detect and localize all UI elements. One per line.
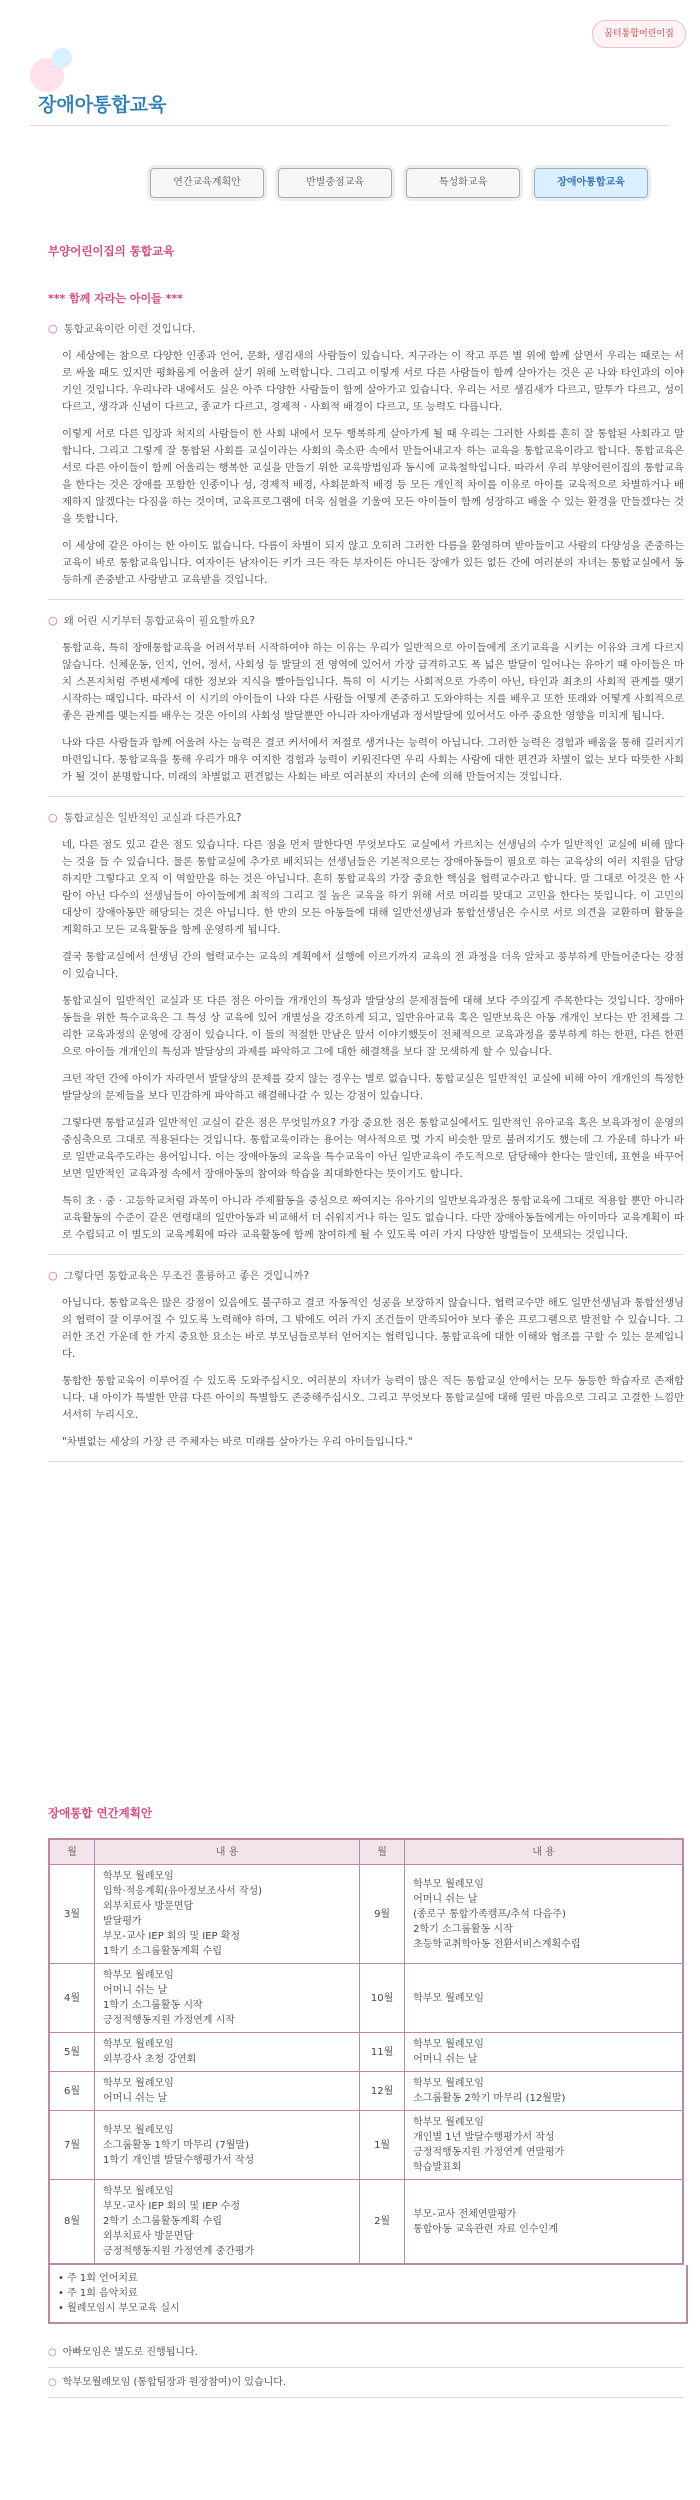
plan-item: 학부모 월례모임 xyxy=(413,2078,484,2089)
divider xyxy=(48,1461,684,1462)
circle-bullet-icon: ○ xyxy=(48,322,58,335)
plan-content-cell xyxy=(405,2033,683,2072)
plan-item: 2학기 소그룹활동 시작 xyxy=(413,1923,513,1935)
plan-item: 1학기 개인별 발달수행평가서 작성 xyxy=(103,2154,255,2166)
faq-question xyxy=(48,809,684,827)
table-row xyxy=(49,2072,683,2111)
month-cell: 2월 xyxy=(360,2180,405,2265)
balloon-decoration xyxy=(52,48,72,68)
plan-item: 학부모 월례모임 xyxy=(103,2124,174,2136)
plan-item: 학부모 월례모임 xyxy=(103,2039,174,2050)
month-cell: 1월 xyxy=(360,2111,405,2180)
note-item: • 주 1회 음악치료 xyxy=(58,2288,138,2299)
question-text: 통합교육이란 이런 것입니다. xyxy=(63,323,196,335)
plan-content-cell xyxy=(405,2111,683,2180)
plan-item: 부모-교사 전체연말평가 xyxy=(413,2208,517,2220)
plan-item: 입학·적응계획(유아정보조사서 작성) xyxy=(103,1886,263,1897)
tab-class-focus[interactable]: 반별중점교육 xyxy=(278,168,392,198)
paragraph: 결국 통합교실에서 선생님 간의 협력교수는 교육의 계획에서 실행에 이르기까지 교육의 전 과정을 더욱 알차고 풍부하게 만들어준다는 강점이 있습니다. xyxy=(62,951,684,980)
month-cell: 4월 xyxy=(49,1964,95,2033)
plan-item: 외부치료사 방문면담 xyxy=(103,1901,194,1912)
divider xyxy=(48,796,684,797)
plan-item: 학습발표회 xyxy=(413,2162,462,2173)
content-header: 내 용 xyxy=(405,1839,683,1865)
footnote-item xyxy=(48,2368,684,2398)
plan-item: 외부강사 초청 강연회 xyxy=(103,2054,197,2065)
closing-quote: "차별없는 세상의 가장 큰 주체자는 바로 미래를 살아가는 우리 아이들입니다." xyxy=(62,1436,413,1448)
plan-item: 소그룹활동 2학기 마무리 (12월말) xyxy=(413,2093,566,2104)
plan-item: 어머니 쉬는 날 xyxy=(103,2093,168,2104)
plan-item: 통합아동 교육관련 자료 인수인계 xyxy=(413,2223,558,2235)
paragraph: 그렇다면 통합교실과 일반적인 교실이 같은 점은 무엇일까요? 가장 중요한 점은 통합교실에서도 일반적인 유아교육 혹은 보육과정이 운영의 중심축으로 그대로 적용된다는 것입니다. 통합교육이라는 용어는 역사적으로 몇 가지 비슷한 말로 불려지기도 했는데 그 가운데 하나가 바로 일반교육주도라는 용어입니다. 이는 장애아동의 교육을 특수교육이 아닌 일반교육이 주도적으로 담당해야 한다는 말인데, 표현을 바꾸어보면 일반적인 교육과정 속에서 장애아동의 참여와 학습을 최대화한다는 뜻이기도 합니다. xyxy=(62,1117,684,1180)
plan-content-cell xyxy=(95,1964,360,2033)
tab-inclusive-education[interactable]: 장애아통합교육 xyxy=(534,168,648,198)
divider xyxy=(48,1254,684,1255)
plan-item: 개인별 1년 발달수행평가서 작성 xyxy=(413,2132,555,2143)
title-divider xyxy=(30,125,670,126)
inclusive-education-article xyxy=(48,320,684,1474)
question-text: 왜 어린 시기부터 통합교육이 필요할까요? xyxy=(63,615,255,627)
sub-nav-tabs xyxy=(150,168,648,198)
plan-content-cell xyxy=(95,2033,360,2072)
month-header: 월 xyxy=(49,1839,95,1865)
table-row xyxy=(49,2180,683,2265)
paragraph: 이 세상에는 참으로 다양한 인종과 언어, 문화, 생김새의 사람들이 있습니다. 지구라는 이 작고 푸른 별 위에 함께 살면서 우리는 때로는 서로 싸울 때도 있지만 평화롭게 어울려 살기 위해 노력합니다. 그리고 이렇게 서로 다른 사람들이 함께 살아가는 것은 곧 나와 타인과의 이야기인 것입니다. 우리나라 내에서도 실은 아주 다양한 사람들이 함께 살아가고 있습니다. 우리는 서로 생김새가 다르고, 말투가 다르고, 성이 다르고, 생각과 신념이 다르고, 종교가 다르고, 경제적 · 사회적 배경이 다르고, 또 능력도 다릅니다. xyxy=(62,350,684,413)
content-header: 내 용 xyxy=(95,1839,360,1865)
paragraph: 아닙니다. 통합교육은 많은 강점이 있음에도 불구하고 결코 자동적인 성공을 보장하지 않습니다. 협력교수만 해도 일반선생님과 통합선생님의 협력이 잘 이루어질 수 있도록 노력해야 하며, 그 밖에도 여러 가지 조건들이 만족되어야 보다 좋은 프로그램으로 발전할 수 있습니다. 그러한 조건 가운데 한 가지 중요한 요소는 바로 부모님들로부터 얻어지는 협력입니다. 통합교육에 대한 이해와 협조를 구할 수 있는 문제입니다. xyxy=(62,1297,685,1360)
paragraph: 나와 다른 사람들과 함께 어울려 사는 능력은 결코 커서에서 저절로 생겨나는 능력이 아닙니다. 그러한 능력은 경험과 배움을 통해 길러지기 마련입니다. 통합교육을 통해 우리가 매우 여지한 경험과 능력이 키워진다면 우리 사회는 사람에 대한 편견과 차별이 없는 보다 따뜻한 사회가 될 것이 분명합니다. 미래의 차별없고 편견없는 사회는 바로 여러분의 자녀의 손에 의해 만들어지는 것입니다. xyxy=(62,737,684,783)
site-logo[interactable]: 꿈터통합어린이집 xyxy=(592,20,686,48)
plan-item: 어머니 쉬는 날 xyxy=(413,1893,478,1905)
plan-item: 초등학교취학아동 전환서비스계획수립 xyxy=(413,1938,581,1950)
tab-special-education[interactable]: 특성화교육 xyxy=(406,168,520,198)
plan-item: 학부모 월례모임 xyxy=(413,1878,484,1890)
plan-item: 부모-교사 IEP 회의 및 IEP 수정 xyxy=(103,2201,241,2212)
annual-plan-section xyxy=(48,1838,684,2398)
table-row xyxy=(49,1865,683,1964)
plan-item: 긍정적행동지원 가정연계 시작 xyxy=(103,2015,235,2026)
circle-bullet-icon: ○ xyxy=(48,811,58,824)
month-cell: 11월 xyxy=(360,2033,405,2072)
plan-content-cell xyxy=(405,2180,683,2265)
plan-item: 학부모 월례모임 xyxy=(103,1970,174,1981)
paragraph: 네, 다른 점도 있고 같은 점도 있습니다. 다른 점을 먼저 말한다면 무엇보다도 교실에서 가르치는 선생님의 수가 일반적인 교실에 비해 많다는 것을 들 수 있습니다. 물론 통합교실에 추가로 배치되는 선생님들은 기본적으로는 장애아동들이 필요로 하는 교육상의 여러 지원을 담당하지만 그렇다고 오직 이 역할만을 하는 것은 아닙니다. 흔히 통합교육의 가장 중요한 핵심을 협력교수라고 합니다. 말 그대로 이것은 한 사람이 아닌 다수의 선생님들이 아이들에게 최적의 그리고 질 높은 교육을 하기 위해 서로 머리를 맞대고 고민을 한다는 뜻입니다. 이 고민의 대상이 장애아동만 해당되는 것은 아닙니다. 한 반의 모든 아동들에 대해 일반선생님과 통합선생님은 수시로 서로 의견을 교환하며 활동을 계획하고 모든 교육활동을 함께 운영하게 됩니다. xyxy=(62,839,684,936)
question-text: 통합교실은 일반적인 교실과 다른가요? xyxy=(63,812,242,824)
plan-content-cell xyxy=(95,2180,360,2265)
footnote-text: 아빠모임은 별도로 진행됩니다. xyxy=(62,2347,198,2358)
circle-bullet-icon: ○ xyxy=(48,2347,57,2358)
therapy-notes xyxy=(48,2265,688,2324)
tab-annual-plan[interactable]: 연간교육계획안 xyxy=(150,168,264,198)
paragraph: 이 세상에 같은 아이는 한 아이도 없습니다. 다름이 차별이 되지 않고 오히려 그러한 다름을 환영하며 받아들이고 사람의 다양성을 존중하는 교육이 바로 통합교육입니다. 여자이든 남자이든 키가 크든 작든 부자이든 아니든 장애가 있든 없든 간에 여러분의 자녀는 통합교실에서 동등하게 존중받고 사랑받고 교육받을 것입니다. xyxy=(62,540,684,586)
footnote-text: 학부모월례모임 (통합팀장과 원장참여)이 있습니다. xyxy=(62,2377,287,2388)
paragraph: 통합교육, 특히 장애통합교육을 어려서부터 시작하여야 하는 이유는 우리가 일반적으로 아이들에게 조기교육을 시키는 이유와 크게 다르지 않습니다. 신체운동, 인지, 언어, 정서, 사회성 등 발달의 전 영역에 있어서 가장 급격하고도 폭 넓은 발달이 일어나는 유아기 때 아이들은 마치 스폰지처럼 주변세계에 대한 정보와 지식을 빨아들입니다. 특히 이 시기는 사회적으로 가족이 아닌, 타인과 최초의 사회적 관계를 맺기 시작하는 때입니다. 따라서 이 시기의 아이들이 나와 다른 사람들 어떻게 존중하고 도와야하는 지를 배우고 또한 또래와 어떻게 사회적으로 좋은 관계를 맺는지를 배우는 것은 아이의 사회성 발달뿐만 아니라 자아개념과 정서발달에 있어서도 아주 중요한 영향을 미치게 됩니다. xyxy=(62,642,684,722)
plan-item: 1학기 소그룹활동계획 수립 xyxy=(103,1946,222,1957)
page-title: 장애아통합교육 xyxy=(38,94,167,116)
month-cell: 12월 xyxy=(360,2072,405,2111)
divider xyxy=(48,599,684,600)
note-item: • 월례모임시 부모교육 실시 xyxy=(58,2303,180,2314)
month-cell: 6월 xyxy=(49,2072,95,2111)
circle-bullet-icon: ○ xyxy=(48,1269,58,1282)
annual-plan-heading: 장애통합 연간계획안 xyxy=(48,1806,152,1820)
plan-item: 부모-교사 IEP 회의 및 IEP 확정 xyxy=(103,1931,241,1942)
table-row xyxy=(49,2111,683,2180)
month-cell: 5월 xyxy=(49,2033,95,2072)
plan-content-cell xyxy=(405,1865,683,1964)
paragraph: 특히 초 · 중 · 고등학교처럼 과목이 아니라 주제활동을 중심으로 짜여지는 유아기의 일반보육과정은 통합교육에 그대로 적용할 뿐만 아니라 교육활동의 수준이 같은 연령대의 일반아동과 비교해서 더 쉬워지거나 하는 일도 없습니다. 다만 장애아동들에게는 아이마다 교육계획이 따로 수립되고 이 별도의 교육계획에 따라 교육활동에 함께 참여하게 될 수 있도록 여러 가지 다양한 방법들이 모색되는 것입니다. xyxy=(62,1195,684,1241)
circle-bullet-icon: ○ xyxy=(48,614,58,627)
plan-item: 학부모 월례모임 xyxy=(413,1992,484,2004)
faq-question xyxy=(48,1267,684,1285)
circle-bullet-icon: ○ xyxy=(48,2377,57,2388)
month-header: 월 xyxy=(360,1839,405,1865)
plan-item: 소그룹활동 1학기 마무리 (7월말) xyxy=(103,2139,249,2151)
plan-content-cell xyxy=(405,1964,683,2033)
month-cell: 3월 xyxy=(49,1865,95,1964)
plan-content-cell xyxy=(95,2111,360,2180)
plan-item: 긍정적행동지원 가정연계 중간평가 xyxy=(103,2246,255,2257)
footnotes xyxy=(48,2338,684,2398)
table-row xyxy=(49,1964,683,2033)
section-heading: 부양어린이집의 통합교육 xyxy=(48,244,175,258)
paragraph: 이렇게 서로 다른 입장과 처지의 사람들이 한 사회 내에서 모두 행복하게 살아가게 될 때 우리는 그러한 사회를 흔히 잘 통합된 사회라고 말합니다. 그리고 그렇게 잘 통합된 사회를 교실이라는 사회의 축소판 속에서 만들어내고자 하는 교육을 통합교육이라고 합니다. 통합교육은 서로 다른 아이들이 함께 어울리는 행복한 교실을 만들기 위한 교육방법임과 동시에 교육철학입니다. 따라서 우리 부양어린이집의 통합교육을 한다는 것은 장애를 포함한 인종이나 성, 경제적 배경, 사회문화적 배경 등 모든 개인적 차이를 이유로 아이를 교육적으로 차별하거나 배제하지 않겠다는 다짐을 하는 것이며, 교육프로그램에 더욱 심혈을 기울여 모든 아이들이 함께 성장하고 배울 수 있는 환경을 만들겠다는 것을 뜻합니다. xyxy=(62,428,684,525)
question-text: 그렇다면 통합교육은 무조건 훌륭하고 좋은 것입니까? xyxy=(63,1270,310,1282)
faq-question xyxy=(48,612,684,630)
plan-item: 어머니 쉬는 날 xyxy=(413,2054,478,2065)
plan-content-cell xyxy=(95,2072,360,2111)
plan-item: 학부모 월례모임 xyxy=(413,2117,484,2128)
note-item: • 주 1회 언어치료 xyxy=(58,2273,138,2284)
plan-item: 학부모 월례모임 xyxy=(413,2039,484,2050)
month-cell: 10월 xyxy=(360,1964,405,2033)
footnote-item xyxy=(48,2338,684,2368)
plan-content-cell xyxy=(405,2072,683,2111)
annual-plan-table xyxy=(48,1838,684,2265)
plan-item: 발달평가 xyxy=(103,1916,142,1927)
paragraph: 통합교실이 일반적인 교실과 또 다른 점은 아이들 개개인의 특성과 발달상의 문제점들에 대해 보다 주의깊게 주목한다는 것입니다. 장애아동들을 위한 특수교육은 그 특성 상 교육에 있어 개별성을 강조하게 되고, 일반유아교육 혹은 일반보육은 아동 개개인 보다는 반 전체를 그리한 교육과정의 운영에 강점이 있습니다. 이 둘의 적절한 만남은 앞서 이야기했듯이 전체적으로 교육과정을 풍부하게 하는 한편, 다른 한편으로 아이들 개개인의 특성과 발달상의 과제를 파악하고 그에 대한 해결책을 보다 잘 모색하게 할 수 있습니다. xyxy=(62,995,684,1058)
plan-content-cell xyxy=(95,1865,360,1964)
plan-item: 어머니 쉬는 날 xyxy=(103,1985,168,1996)
plan-item: 1학기 소그룹활동 시작 xyxy=(103,2000,203,2011)
faq-question xyxy=(48,320,684,338)
plan-item: (종로구 통합가족캠프/추석 다음주) xyxy=(413,1908,566,1920)
paragraph: 통합한 통합교육이 이루어질 수 있도록 도와주십시오. 여러분의 자녀가 능력이 많은 적든 통합교실 안에서는 모두 동등한 학습자로 존재합니다. 내 아이가 특별한 만큼 다른 아이의 특별함도 존중해주십시오. 그리고 무엇보다 통합교실에 대해 열린 마음으로 그리고 고결한 느낌만 서서히 누리시오. xyxy=(62,1375,684,1421)
month-cell: 9월 xyxy=(360,1865,405,1964)
paragraph: 크던 작던 간에 아이가 자라면서 발달상의 문제를 갖지 않는 경우는 별로 없습니다. 통합교실은 일반적인 교실에 비해 아이 개개인의 특정한 발달상의 문제들을 보다 민감하게 파악하고 해결해나갈 수 있는 강점이 있습니다. xyxy=(62,1073,684,1102)
month-cell: 8월 xyxy=(49,2180,95,2265)
plan-item: 2학기 소그룹활동계획 수립 xyxy=(103,2216,222,2227)
annual-plan-body xyxy=(49,1865,683,2265)
section-subheading: *** 함께 자라는 아이들 *** xyxy=(48,292,183,305)
plan-item: 학부모 월례모임 xyxy=(103,2186,174,2197)
month-cell: 7월 xyxy=(49,2111,95,2180)
plan-item: 학부모 월례모임 xyxy=(103,1871,174,1882)
table-row xyxy=(49,2033,683,2072)
plan-item: 학부모 월례모임 xyxy=(103,2078,174,2089)
plan-item: 긍정적행동지원 가정연계 연말평가 xyxy=(413,2147,565,2158)
plan-item: 외부치료사 방문면담 xyxy=(103,2231,194,2242)
table-header-row xyxy=(49,1839,683,1865)
